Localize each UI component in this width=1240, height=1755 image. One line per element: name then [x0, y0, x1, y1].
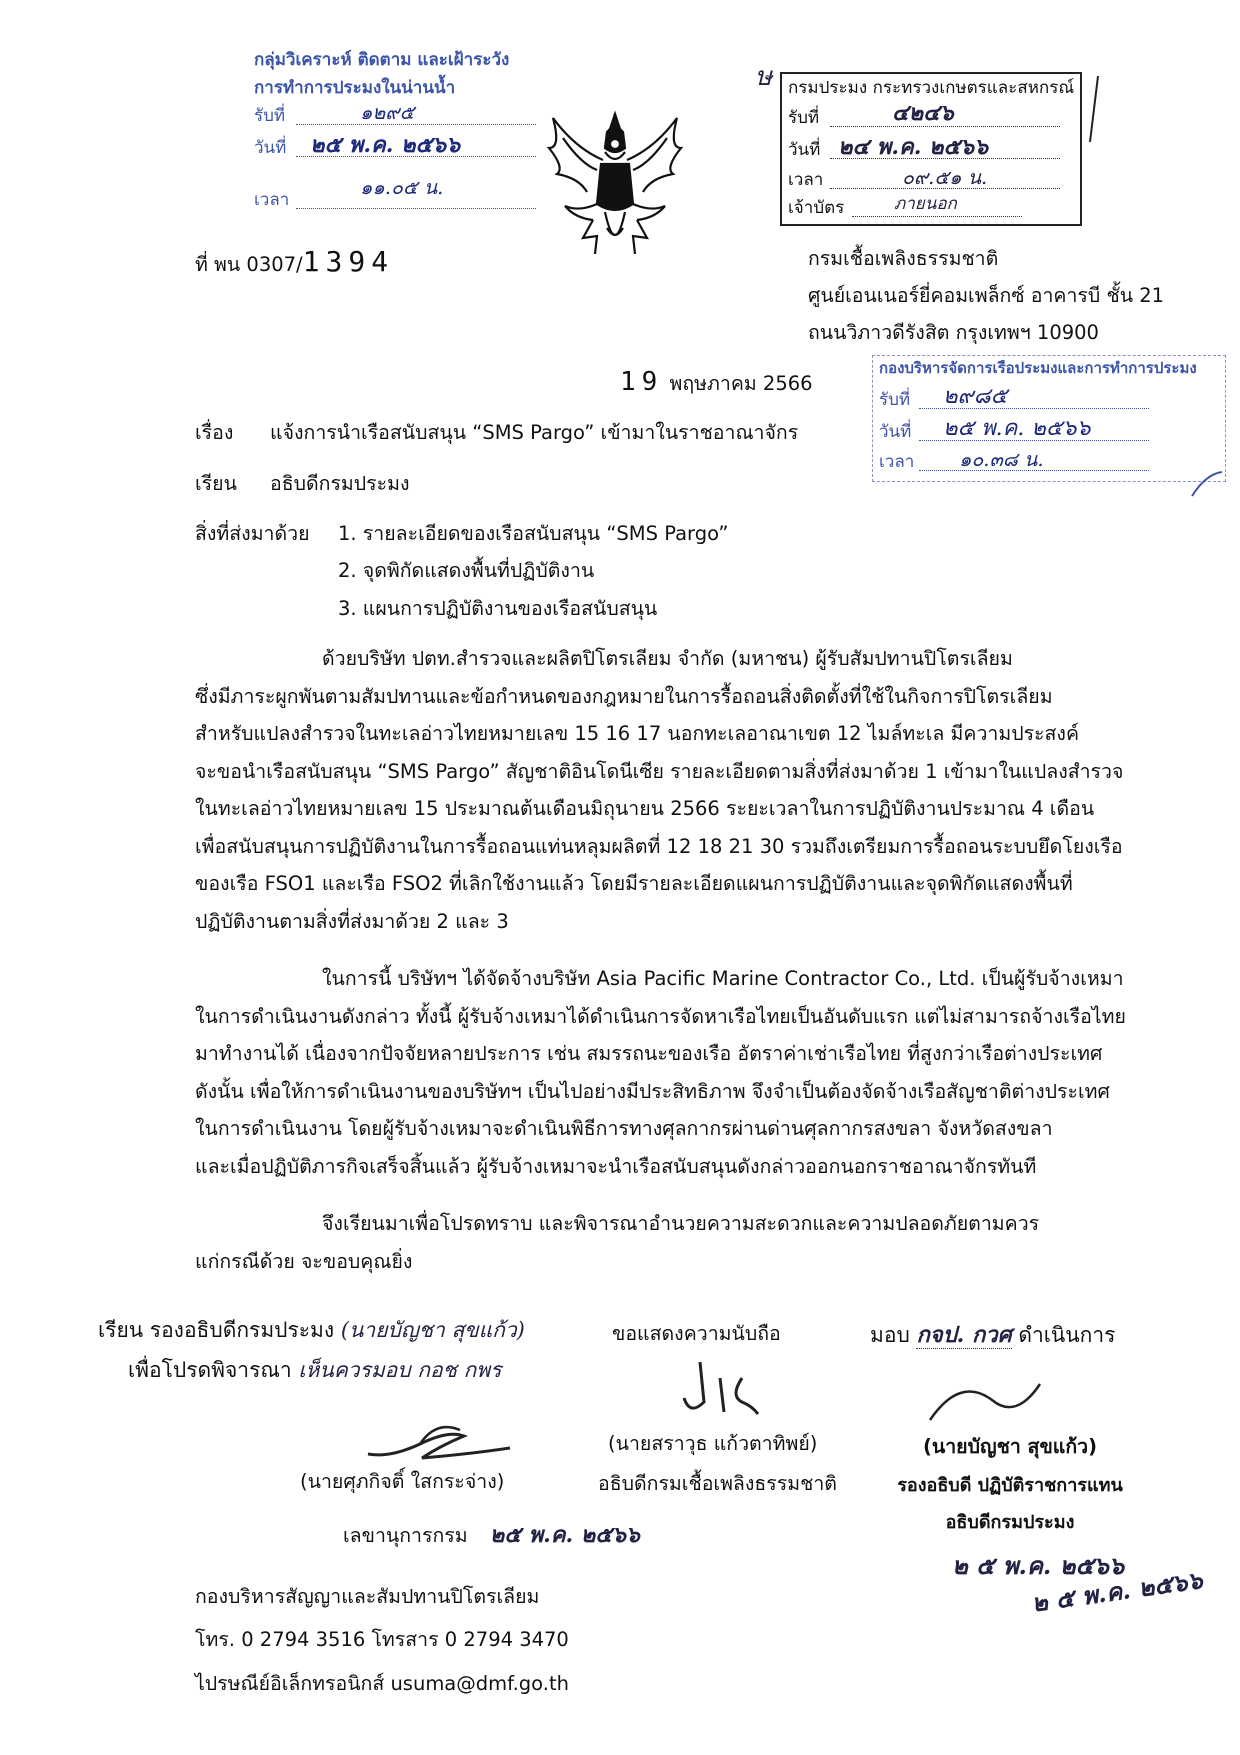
enclosure-item-1: 1. รายละเอียดของเรือสนับสนุน “SMS Pargo”: [338, 522, 729, 545]
director-signature-icon: [680, 1352, 790, 1422]
right-note-assign-suffix: ดำเนินการ: [1018, 1323, 1116, 1347]
stamp-line2: การทำการประมงในน่านน้ำ: [254, 78, 456, 98]
stamp-received-value: ๑๒๙๕: [360, 101, 415, 124]
stamp-ministry-time-label: เวลา: [788, 170, 824, 190]
left-note-line2-print: เพื่อโปรดพิจารณา: [128, 1358, 292, 1382]
left-note-title-print: เลขานุการกรม: [343, 1524, 468, 1547]
subject-text: แจ้งการนำเรือสนับสนุน “SMS Pargo” เข้ามาในราชอาณาจักร: [270, 421, 799, 444]
sender-line2: ศูนย์เอนเนอร์ยี่คอมเพล็กซ์ อาคารบี ชั้น 21: [808, 284, 1165, 307]
closing-title: อธิบดีกรมเชื้อเพลิงธรรมชาติ: [598, 1472, 837, 1495]
stamp-division-ink-mark: [1188, 470, 1228, 500]
stamp-division-date-label: วันที่: [879, 422, 912, 442]
deputy-signature-icon: [920, 1370, 1070, 1430]
stamp-date-label: วันที่: [254, 138, 287, 158]
stamp-ministry-received-value: ๔๒๔๖: [892, 100, 954, 126]
paragraph-line: และเมื่อปฏิบัติภารกิจเสร็จสิ้นแล้ว ผู้รับจ้างเหมาจะนำเรือสนับสนุนดังกล่าวออกนอกราชอาณาจักรทันที: [195, 1154, 1037, 1178]
left-note-title-date: ๒๕ พ.ค. ๒๕๖๖: [489, 1522, 640, 1548]
received-stamp-analysis-group: [250, 46, 550, 216]
left-note-title: [343, 1522, 640, 1548]
paragraph-line: ซึ่งมีภาระผูกพันตามสัมปทานและข้อกำหนดของกฎหมายในการรื้อถอนสิ่งติดตั้งที่ใช้ในกิจการปิโตรเลียม: [195, 684, 1053, 708]
letter-date-day: 19: [620, 367, 664, 397]
stamp-ministry-officer-value: ภายนอก: [894, 194, 957, 214]
stamp-ministry-officer-label: เจ้าบัตร: [788, 198, 845, 218]
paragraph-line: จึงเรียนมาเพื่อโปรดทราบ และพิจารณาอำนวยความสะดวกและความปลอดภัยตามควร: [322, 1212, 1040, 1235]
paragraph-line: จะขอนำเรือสนับสนุน “SMS Pargo” สัญชาติอินโดนีเซีย รายละเอียดตามสิ่งที่ส่งมาด้วย 1 เข้ามาในแปลงสำรวจ: [195, 759, 1124, 783]
right-note-assign-prefix: มอบ: [870, 1323, 910, 1347]
left-note-line1: [98, 1318, 525, 1343]
closing-name: (นายสราวุธ แก้วตาทิพย์): [608, 1432, 818, 1455]
paragraph-line: ของเรือ FSO1 และเรือ FSO2 ที่เลิกใช้งานแล้ว โดยมีรายละเอียดแผนการปฏิบัติงานและจุดพิกัดแสดงพื้นที่: [195, 872, 1073, 895]
left-note-line1-hand: (นายบัญชา สุขแก้ว): [340, 1318, 525, 1342]
subject-label: เรื่อง: [195, 421, 234, 444]
enclosures-label: สิ่งที่ส่งมาด้วย: [195, 522, 310, 545]
paragraph-line: ปฏิบัติงานตามสิ่งที่ส่งมาด้วย 2 และ 3: [195, 909, 509, 933]
paragraph-line: แก่กรณีด้วย จะขอบคุณยิ่ง: [195, 1249, 413, 1273]
to-text: อธิบดีกรมประมง: [270, 472, 410, 495]
stamp-ministry-date-label: วันที่: [788, 140, 821, 160]
stamp-received-label: รับที่: [254, 106, 286, 126]
stamp-time-label: เวลา: [254, 190, 290, 210]
enclosure-item-3: 3. แผนการปฏิบัติงานของเรือสนับสนุน: [338, 597, 658, 620]
received-stamp-fishing-vessel-division: [872, 355, 1226, 482]
body-paragraph-1: [195, 640, 1135, 940]
footer-dept: กองบริหารสัญญาและสัมปทานปิโตรเลียม: [195, 1585, 540, 1608]
left-note-line2: [128, 1358, 501, 1383]
paragraph-line: ในการนี้ บริษัทฯ ได้จัดจ้างบริษัท Asia Pacific Marine Contractor Co., Ltd. เป็นผู้รับจ้างเหมา: [322, 967, 1124, 990]
stamp-division-time-label: เวลา: [879, 452, 915, 472]
right-note-date1: ๒ ๕ พ.ค. ๒๕๖๖: [952, 1551, 1125, 1580]
doc-number: [195, 245, 394, 279]
stamp-ministry-line1: กรมประมง กระทรวงเกษตรและสหกรณ์: [788, 78, 1075, 98]
right-note-title2: อธิบดีกรมประมง: [945, 1512, 1075, 1533]
paragraph-line: ในทะเลอ่าวไทยหมายเลข 15 ประมาณต้นเดือนมิถุนายน 2566 ระยะเวลาในการปฏิบัติงานประมาณ 4 เดือน: [195, 797, 1095, 820]
right-note-title1: รองอธิบดี ปฏิบัติราชการแทน: [897, 1475, 1123, 1496]
stamp-division-received-value: ๒๙๘๕: [943, 384, 1008, 409]
stamp-division-time-value: ๑๐.๓๘ น.: [959, 448, 1044, 471]
stamp-division-line1: กองบริหารจัดการเรือประมงและการทำการประมง: [879, 359, 1197, 377]
paragraph-line: ดังนั้น เพื่อให้การดำเนินงานของบริษัทฯ เป็นไปอย่างมีประสิทธิภาพ จึงจำเป็นต้องจัดจ้างเรือสัญชาติต่างประเทศ: [195, 1079, 1110, 1103]
sender-line1: กรมเชื้อเพลิงธรรมชาติ: [808, 247, 999, 270]
enclosure-item-2: 2. จุดพิกัดแสดงพื้นที่ปฏิบัติงาน: [338, 559, 595, 582]
body-paragraph-2: [195, 960, 1135, 1185]
paragraph-line: ด้วยบริษัท ปตท.สำรวจและผลิตปิโตรเลียม จำกัด (มหาชน) ผู้รับสัมปทานปิโตรเลียม: [322, 647, 1013, 670]
to-label: เรียน: [195, 472, 237, 495]
stamp-line1: กลุ่มวิเคราะห์ ติดตาม และเฝ้าระวัง: [254, 50, 510, 70]
stamp-division-received-label: รับที่: [879, 390, 911, 410]
paragraph-line: สำหรับแปลงสำรวจในทะเลอ่าวไทยหมายเลข 15 16 17 นอกทะเลอาณาเขต 12 ไมล์ทะเล มีความประสงค์: [195, 722, 1079, 745]
letter-date-month-year: พฤษภาคม 2566: [669, 372, 813, 395]
footer-phone: โทร. 0 2794 3516 โทรสาร 0 2794 3470: [195, 1628, 569, 1651]
stamp-ink-mark: [1084, 72, 1104, 152]
received-stamp-ministry: [780, 72, 1082, 226]
left-note-line1-print: เรียน รองอธิบดีกรมประมง: [98, 1318, 335, 1342]
paragraph-line: ในการดำเนินงานดังกล่าว ทั้งนี้ ผู้รับจ้างเหมาได้ดำเนินการจัดหาเรือไทยเป็นอันดับแรก แต่ไม่สามารถจ้างเรือไทย: [195, 1004, 1126, 1028]
garuda-emblem-icon: [535, 108, 695, 266]
right-note-date2: ๒ ๕ พ.ค. ๒๕๖๖: [1029, 1565, 1205, 1618]
right-note-assign: [870, 1322, 1115, 1348]
paragraph-line: เพื่อสนับสนุนการปฏิบัติงานในการรื้อถอนแท่นหลุมผลิตที่ 12 18 21 30 รวมถึงเตรียมการรื้อถอนระบบยึดโยงเรือ: [195, 834, 1123, 858]
sender-line3: ถนนวิภาวดีรังสิต กรุงเทพฯ 10900: [808, 321, 1099, 344]
footer-email: ไปรษณีย์อิเล็กทรอนิกส์ usuma@dmf.go.th: [195, 1672, 569, 1695]
left-note-name: (นายศุภกิจติ์ ใสกระจ่าง): [300, 1470, 505, 1493]
letter-date: [620, 367, 813, 398]
paragraph-line: ในการดำเนินงาน โดยผู้รับจ้างเหมาจะดำเนินพิธีการทางศุลกากรผ่านด่านศุลกากรสงขลา จังหวัดสงขลา: [195, 1117, 1053, 1140]
right-note-name: (นายบัญชา สุขแก้ว): [922, 1435, 1098, 1458]
paragraph-line: มาทำงานได้ เนื่องจากปัจจัยหลายประการ เช่น สมรรถนะของเรือ อัตราค่าเช่าเรือไทย ที่สูงกว่าเรือต่างประเทศ: [195, 1042, 1103, 1065]
stamp-ministry-received-label: รับที่: [788, 108, 820, 128]
doc-number-prefix: ที่ พน 0307/: [195, 253, 303, 276]
left-note-line2-hand: เห็นควรมอบ กอช กพร: [298, 1358, 502, 1382]
stamp-date-value: ๒๕ พ.ค. ๒๕๖๖: [310, 132, 461, 158]
doc-number-value: 1394: [302, 245, 395, 278]
left-signature-icon: [360, 1400, 520, 1470]
stamp-corner-mark: ษ: [755, 62, 773, 92]
closing-regards: ขอแสดงความนับถือ: [612, 1322, 781, 1345]
stamp-ministry-time-value: ๐๙.๕๑ น.: [902, 166, 988, 189]
body-paragraph-3: [195, 1205, 1135, 1280]
stamp-time-value: ๑๑.๐๕ น.: [360, 176, 444, 199]
right-note-assign-hand: กจป. กวศ: [916, 1322, 1012, 1348]
stamp-ministry-date-value: ๒๔ พ.ค. ๒๕๖๖: [838, 134, 989, 160]
stamp-division-date-value: ๒๕ พ.ค. ๒๕๖๖: [943, 416, 1091, 441]
